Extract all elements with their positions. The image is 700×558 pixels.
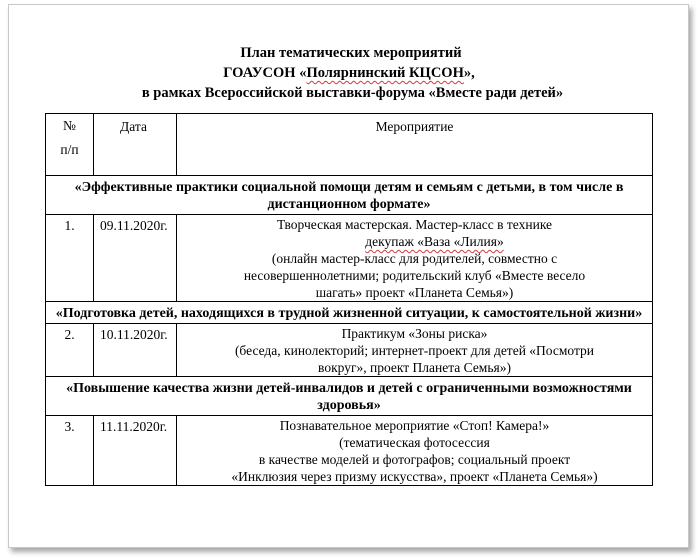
desc-line: (тематическая фотосессия (339, 435, 490, 450)
table-row (46, 416, 653, 486)
column-header-number-abbrev: п/п (60, 142, 79, 157)
column-header-number-symbol: № (63, 118, 76, 133)
desc-line: вокруг», проект Планета Семья») (318, 360, 511, 375)
section-row (46, 377, 653, 416)
desc-line: «Инклюзия через призму искусства», проект «Планета Семья») (231, 469, 598, 484)
row-number: 1. (46, 215, 94, 302)
org-prefix: ГОАУСОН « (223, 65, 307, 81)
section-title: «Повышение качества жизни детей-инвалидов и детей с ограниченными возможностями здоровья» (46, 377, 653, 416)
desc-line: в качестве моделей и фотографов; социальный проект (258, 452, 571, 467)
desc-line: Практикум «Зоны риска» (341, 326, 488, 341)
section-title: «Подготовка детей, находящихся в трудной жизненной ситуации, к самостоятельной жизни» (46, 302, 653, 324)
desc-line: несовершеннолетними; родительский клуб «Вместе весело (243, 268, 586, 283)
header-subtitle: в рамках Всероссийской выставки-форума «Вместе ради детей» (141, 85, 564, 101)
desc-line: (беседа, кинолекторий; интернет-проект для детей «Посмотри (234, 343, 595, 358)
section-row (46, 302, 653, 324)
desc-line: (онлайн мастер-класс для родителей, совместно с (271, 251, 558, 266)
row-number: 2. (46, 324, 94, 377)
desc-line: шагать» проект «Планета Семья») (315, 285, 514, 300)
row-date: 11.11.2020г. (94, 416, 177, 486)
row-date: 10.11.2020г. (94, 324, 177, 377)
section-row (46, 176, 653, 215)
row-description (177, 416, 653, 486)
row-description (177, 215, 653, 302)
desc-line: Творческая мастерская. Мастер-класс в технике (276, 217, 553, 232)
desc-line: Познавательное мероприятие «Стоп! Камера!» (279, 418, 550, 433)
header-organization (10, 63, 688, 83)
table-row (46, 324, 653, 377)
row-description (177, 324, 653, 377)
org-name: Полярнинский КЦСОН (306, 65, 464, 81)
header-title: План тематических мероприятий (240, 45, 462, 61)
events-table (45, 113, 653, 486)
org-suffix: », (463, 65, 475, 81)
row-number: 3. (46, 416, 94, 486)
desc-line (220, 233, 649, 250)
table-header-row (46, 114, 653, 176)
document-header (9, 43, 688, 103)
column-header-event: Мероприятие (177, 114, 653, 176)
section-title: «Эффективные практики социальной помощи детям и семьям с детьми, в том числе в дистанционном формате» (46, 176, 653, 215)
table-row (46, 215, 653, 302)
column-header-number (46, 114, 94, 176)
column-header-date: Дата (94, 114, 177, 176)
row-date: 09.11.2020г. (94, 215, 177, 302)
desc-line-decoupage: декупаж «Ваза «Лилия» (365, 234, 504, 249)
